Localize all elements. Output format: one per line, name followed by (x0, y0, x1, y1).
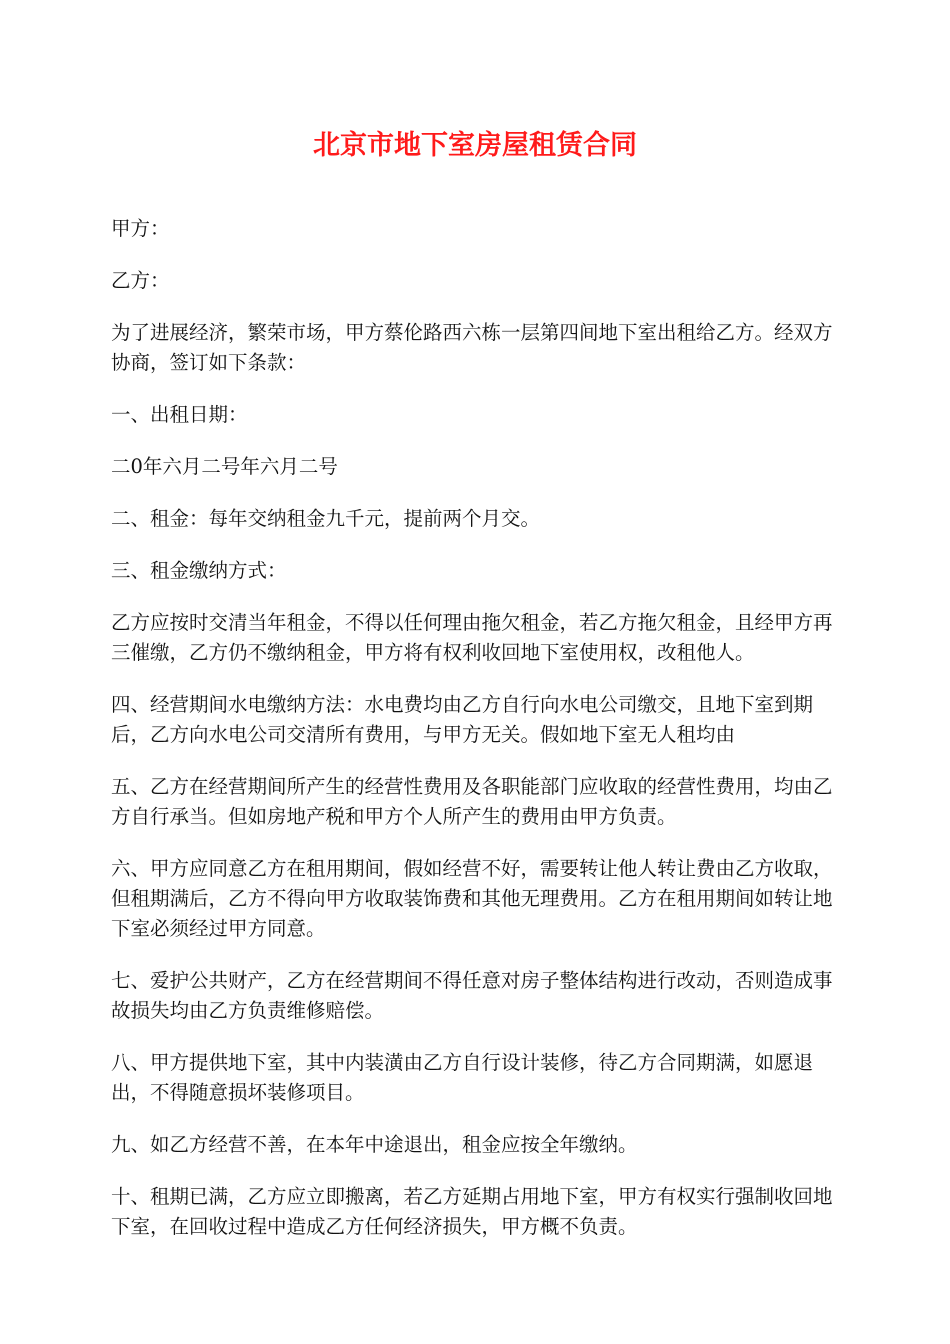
clause-7-property: 七、爱护公共财产，乙方在经营期间不得任意对房子整体结构进行改动，否则造成事故损失均由乙方负责维修赔偿。 (111, 969, 833, 1022)
document-title: 北京市地下室房屋租赁合同 (313, 130, 637, 161)
party-b-line: 乙方： (111, 269, 170, 292)
document-body (111, 214, 846, 1264)
clause-2-rent: 二、租金：每年交纳租金九千元，提前两个月交。 (111, 507, 541, 530)
clause-3-body: 乙方应按时交清当年租金，不得以任何理由拖欠租金，若乙方拖欠租金，且经甲方再三催缴，乙方仍不缴纳租金，甲方将有权利收回地下室使用权，改租他人。 (111, 611, 833, 664)
clause-1-heading: 一、出租日期： (111, 403, 248, 426)
clause-4-utilities: 四、经营期间水电缴纳方法：水电费均由乙方自行向水电公司缴交，且地下室到期后，乙方向水电公司交清所有费用，与甲方无关。假如地下室无人租均由 (111, 693, 814, 746)
lease-dates: 二0年六月二号年六月二号 (111, 455, 338, 478)
clause-9-withdrawal: 九、如乙方经营不善，在本年中途退出，租金应按全年缴纳。 (111, 1133, 638, 1156)
clause-8-decoration: 八、甲方提供地下室，其中内装潢由乙方自行设计装修，待乙方合同期满，如愿退出，不得随意损坏装修项目。 (111, 1051, 814, 1104)
clause-6-transfer: 六、甲方应同意乙方在租用期间，假如经营不好，需要转让他人转让费由乙方收取，但租期满后，乙方不得向甲方收取装饰费和其他无理费用。乙方在租用期间如转让地下室必须经过甲方同意。 (111, 857, 833, 940)
party-a-line: 甲方： (111, 217, 170, 240)
preamble-paragraph: 为了进展经济，繁荣市场，甲方蔡伦路西六栋一层第四间地下室出租给乙方。经双方协商，签订如下条款： (111, 321, 833, 374)
clause-5-fees: 五、乙方在经营期间所产生的经营性费用及各职能部门应收取的经营性费用，均由乙方自行承当。但如房地产税和甲方个人所产生的费用由甲方负责。 (111, 775, 833, 828)
clause-3-heading: 三、租金缴纳方式： (111, 559, 287, 582)
clause-10-expiry: 十、租期已满，乙方应立即搬离，若乙方延期占用地下室，甲方有权实行强制收回地下室，在回收过程中造成乙方任何经济损失，甲方概不负责。 (111, 1185, 833, 1238)
